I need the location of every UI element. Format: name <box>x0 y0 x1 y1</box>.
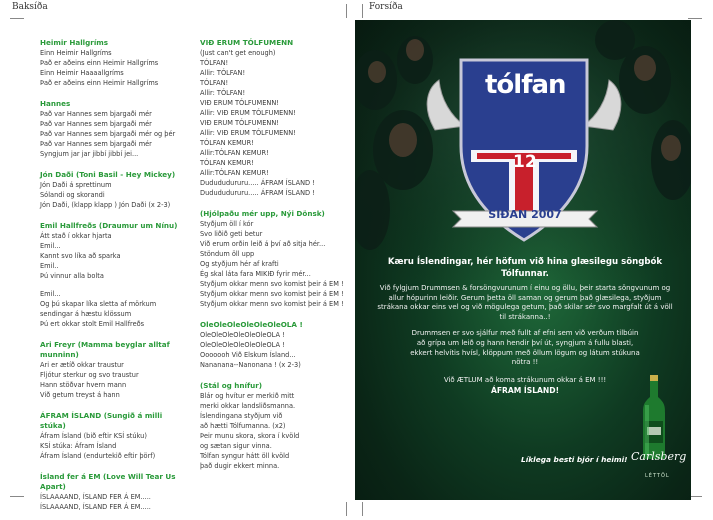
lyric-line: Við getum treyst á hann <box>40 391 120 399</box>
song-block <box>200 320 350 370</box>
lyric-line: Emil.. <box>40 262 59 270</box>
since-banner: SÍÐAN 2007 <box>488 208 562 221</box>
song-title <box>40 221 190 231</box>
lyric-line: TÓLFAN KEMUR! <box>200 139 254 147</box>
lyric-line: Áfram Ísland (endurtekið eftir þörf) <box>40 452 156 460</box>
intro-closing: Við ÆTLUM að koma strákunum okkar á EM !!! <box>443 375 607 384</box>
song-title-text: (Stál og hnífur) <box>200 381 263 390</box>
logo-wordmark: tólfan <box>485 70 566 100</box>
front-cover <box>355 20 691 500</box>
back-page-label: Baksíða <box>12 2 48 12</box>
lyric-line: Ooooooh Við Elskum Ísland... <box>200 351 296 359</box>
song-block <box>200 38 350 198</box>
song-block <box>40 472 190 512</box>
song-title-text: Ari Freyr <box>40 340 76 349</box>
lyric-line: OleOleOleOleOleOleOLA ! <box>200 341 285 349</box>
lyric-line: Íslendingana styðjum við <box>200 412 283 420</box>
lyric-line: Við erum orðin leið á því að sitja hér... <box>200 240 326 248</box>
song-title <box>200 38 350 48</box>
lyric-line: Styðjum okkar menn svo komist þeir á EM ! <box>200 290 344 298</box>
lyric-line: Það er aðeins einn Heimir Hallgríms <box>40 59 159 67</box>
lyric-line: Það er aðeins einn Heimir Hallgríms <box>40 79 159 87</box>
brand-subtitle: LÉTTÖL <box>645 473 670 479</box>
lyric-line: Hann stöðvar hvern mann <box>40 381 127 389</box>
lyric-line: OleOleOleOleOleOleOLA ! <box>200 331 285 339</box>
song-title <box>40 411 190 431</box>
song-block <box>200 381 350 471</box>
lyric-line: Blár og hvítur er merkið mitt <box>200 392 295 400</box>
crop-mark <box>362 4 363 18</box>
song-title-text: Emil Hallfreðs <box>40 221 97 230</box>
lyric-line: Styðjum okkar menn svo komist þeir á EM ! <box>200 300 344 308</box>
song-title-text: ÁFRAM ÍSLAND <box>40 411 102 420</box>
crop-mark <box>346 4 347 18</box>
song-block <box>40 38 190 88</box>
lyric-line: Einn Heimir Hallgríms <box>40 49 112 57</box>
song-title <box>200 381 350 391</box>
song-block <box>40 340 190 400</box>
verse-gap <box>40 281 190 289</box>
song-title-text: Hannes <box>40 99 71 108</box>
song-melody: (Draumur um Nínu) <box>98 221 178 230</box>
song-block <box>40 170 190 210</box>
lyric-line: merki okkar landsliðsmanna. <box>200 402 296 410</box>
lyric-line: Þú ert okkar stolt Emil Hallfreðs <box>40 320 145 328</box>
lyric-line: ÍSLAAAAND, ÍSLAND FER Á EM..... <box>40 493 151 501</box>
song-title <box>40 99 190 109</box>
lyric-line: Stöndum öll upp <box>200 250 255 258</box>
lyric-line: TÓLFAN! <box>200 79 229 87</box>
lyric-line: og sætan sigur vinna. <box>200 442 272 450</box>
front-page-label: Forsíða <box>369 2 403 12</box>
lyric-line: Sólandi og skorandi <box>40 191 105 199</box>
intro-text <box>377 256 673 396</box>
intro-paragraph-1: Við fylgjum Drummsen & forsöngvurunum í einu og öllu, þeir starta söngvunum og allur hópurinn leiðir. Gerum þetta öll saman og gerum það glæsilega, styðjum strákana okkar eins vel og við mögulega getum, það skilar sér svo margfalt út á völl til strákanna..! <box>377 284 673 321</box>
crop-mark <box>10 18 24 19</box>
lyric-line: Allir: VIÐ ERUM TÓLFUMENN! <box>200 129 296 137</box>
song-melody: (Sungið á milli stúka) <box>40 411 163 430</box>
lyric-line: Áfram Ísland (bið eftir KSÍ stúku) <box>40 432 147 440</box>
song-title <box>40 472 190 492</box>
lyric-line: Svo liðið geti betur <box>200 230 263 238</box>
lyric-line: Dudududururu..... ÁFRAM ÍSLAND ! <box>200 179 315 187</box>
lyric-line: Ég skal láta fara MIKIÐ fyrir mér... <box>200 270 311 278</box>
song-block <box>40 99 190 159</box>
lyric-line: Það var Hannes sem bjargaði mér <box>40 110 152 118</box>
lyric-line: ÍSLAAAAND, ÍSLAND FER Á EM..... <box>40 503 151 511</box>
lyric-line: Allir: TÓLFAN! <box>200 69 246 77</box>
lyric-line: Allir:TÓLFAN KEMUR! <box>200 169 269 177</box>
lyric-line: Allir: TÓLFAN! <box>200 89 246 97</box>
song-title <box>40 170 190 180</box>
lyric-line: TÓLFAN KEMUR! <box>200 159 254 167</box>
lyric-line: Það var Hannes sem bjargaði mér <box>40 120 152 128</box>
slogan: Líklega besti bjór í heimi! <box>521 455 628 464</box>
lyric-line: Tólfan syngur hátt öll kvöld <box>200 452 290 460</box>
song-title-text: Jón Daði <box>40 170 74 179</box>
song-block <box>200 209 350 309</box>
lyric-line: Nananana--Nanonana ! (x 2-3) <box>200 361 301 369</box>
songbook-middle-column <box>200 38 350 482</box>
lyric-line: sendingar á hæstu klössum <box>40 310 132 318</box>
lyric-line: Þú vinnur alla bolta <box>40 272 104 280</box>
lyric-line: að hætti Tólfumanna. (x2) <box>200 422 286 430</box>
song-title <box>40 38 190 48</box>
lyric-line: Jón Daði á sprettinum <box>40 181 112 189</box>
beer-bottle <box>641 375 667 461</box>
lyric-line: Styðjum okkar menn svo komist þeir á EM ! <box>200 280 344 288</box>
lyric-line: Styðjum öll í kór <box>200 220 254 228</box>
intro-paragraph-2: Drummsen er svo sjálfur með fullt af efni sem við verðum tilbúin að grípa um leið og hann hendir því út, syngjum á fullu blasti, ekkert helvítis hvísl, klöppum með öllum lögum og látum stúkuna nötra !! <box>410 329 640 367</box>
songbook-left-column <box>40 38 190 520</box>
shield-number: 12 <box>513 152 537 172</box>
intro-heading: Kæru Íslendingar, hér höfum við hina glæsilegu söngbók Tólfunnar. <box>387 257 663 279</box>
lyric-line: Og þú skapar líka sletta af mörkum <box>40 300 157 308</box>
song-title-text: Ísland fer á EM <box>40 472 101 481</box>
song-title-text: (Hjólpaðu mér upp, Nýi Dönsk) <box>200 209 325 218</box>
intro-closing-strong: ÁFRAM ÍSLAND! <box>490 385 560 395</box>
lyric-line: Einn Heimir Haaaallgríms <box>40 69 124 77</box>
song-title-text: VIÐ ERUM TÓLFUMENN <box>200 38 294 47</box>
lyric-line: Dudududururu..... ÁFRAM ÍSLAND ! <box>200 189 315 197</box>
lyric-line: Syngjum jar jar jibbí jibbí jei... <box>40 150 139 158</box>
lyric-line: TÓLFAN! <box>200 59 229 67</box>
song-title <box>40 340 190 360</box>
song-melody: (Mamma beyglar alltaf munninn) <box>40 340 170 359</box>
song-title-text: OleOleOleOleOleOleOLA ! <box>200 320 303 329</box>
lyric-line: Emil... <box>40 242 61 250</box>
lyric-line: Kannt svo líka að sparka <box>40 252 121 260</box>
carlsberg-logo: Carlsberg <box>631 450 687 463</box>
crop-mark <box>346 502 347 516</box>
lyric-line: Það var Hannes sem bjargaði mér og þér <box>40 130 176 138</box>
lyric-line: Emil... <box>40 290 61 298</box>
song-melody: (Toni Basil - Hey Mickey) <box>75 170 176 179</box>
song-title <box>200 320 350 330</box>
crop-mark <box>10 496 24 497</box>
crop-mark <box>362 502 363 516</box>
lyric-line: Allir: VIÐ ERUM TÓLFUMENN! <box>200 109 296 117</box>
lyric-line: Það var Hannes sem bjargaði mér <box>40 140 152 148</box>
lyric-line: Jón Daði, (klapp klapp ) Jón Daði (x 2-3) <box>40 201 171 209</box>
lyric-line: VIÐ ERUM TÓLFUMENN! <box>200 119 279 127</box>
lyric-line: Allir:TÓLFAN KEMUR! <box>200 149 269 157</box>
lyric-line: það dugir ekkert minna. <box>200 462 280 470</box>
lyric-line: Fljótur sterkur og svo traustur <box>40 371 139 379</box>
lyric-line: (Just can't get enough) <box>200 49 276 57</box>
song-title <box>200 209 350 219</box>
lyric-line: Ari er ætíð okkar traustur <box>40 361 124 369</box>
lyric-line: VIÐ ERUM TÓLFUMENN! <box>200 99 279 107</box>
lyric-line: Og styðjum hér af krafti <box>200 260 279 268</box>
song-melody: (Love Will Tear Us Apart) <box>40 472 176 491</box>
song-block <box>40 411 190 461</box>
song-title-text: Heimir Hallgríms <box>40 38 109 47</box>
lyric-line: Þeir munu skora, skora í kvöld <box>200 432 300 440</box>
crop-mark <box>688 18 702 19</box>
lyric-line: KSÍ stúka: Áfram Ísland <box>40 442 117 450</box>
lyric-line: Átt stað í okkar hjarta <box>40 232 112 240</box>
song-block <box>40 221 190 329</box>
